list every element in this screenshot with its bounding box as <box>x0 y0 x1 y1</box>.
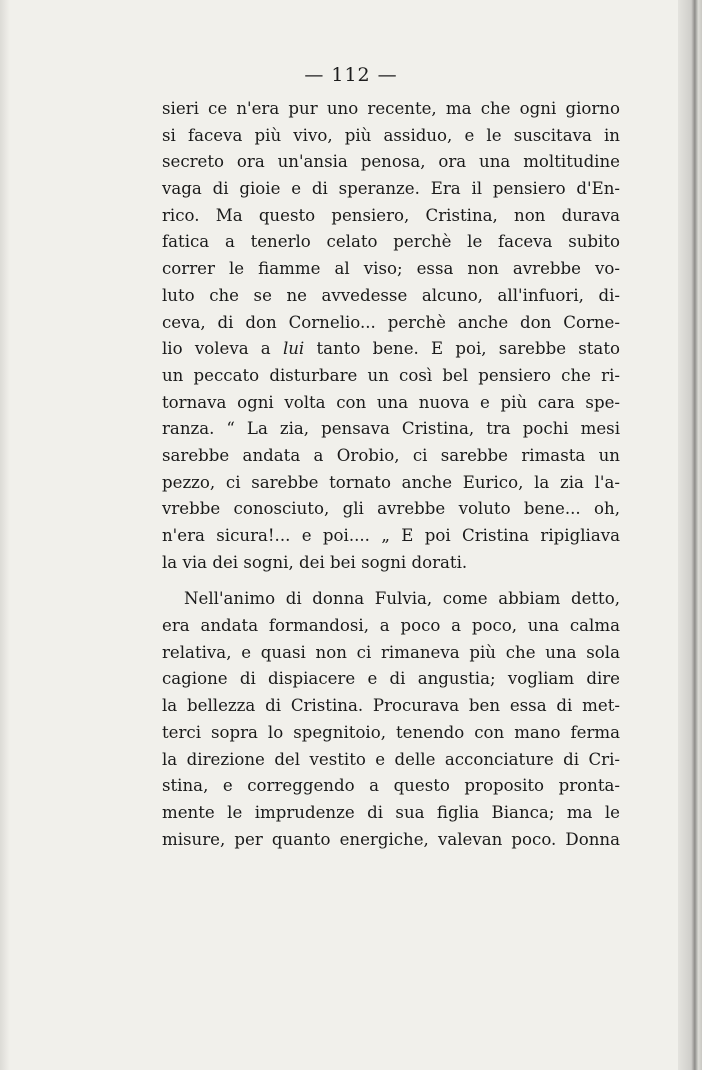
text-line: vaga di gioie e di speranze. Era il pensiero d'En- <box>162 179 620 199</box>
text-line: secreto ora un'ansia penosa, ora una moltitudine <box>162 152 620 172</box>
text-line: misure, per quanto energiche, valevan poco. Donna <box>162 829 620 849</box>
text-line: correr le fiamme al viso; essa non avrebbe vo- <box>162 259 620 279</box>
text-segment: lio voleva a <box>162 339 283 359</box>
text-line: Nell'animo di donna Fulvia, come abbiam detto, <box>184 589 620 609</box>
text-line: fatica a tenerlo celato perchè le faceva subito <box>162 232 620 252</box>
text-line: mente le imprudenze di sua figlia Bianca; ma le <box>162 802 620 822</box>
text-line: si faceva più vivo, più assiduo, e le suscitava in <box>162 125 620 145</box>
text-line: era andata formandosi, a poco a poco, una calma <box>162 616 620 636</box>
text-line: sieri ce n'era pur uno recente, ma che ogni giorno <box>162 99 620 118</box>
text-line: la via dei sogni, dei bei sogni dorati. <box>162 552 468 572</box>
text-line: terci sopra lo spegnitoio, tenendo con mano ferma <box>162 722 620 742</box>
text-line: vrebbe conosciuto, gli avrebbe voluto bene... oh, <box>162 499 620 519</box>
text-line: ranza. “ La zia, pensava Cristina, tra pochi mesi <box>162 419 620 439</box>
text-line: tornava ogni volta con una nuova e più cara spe- <box>162 392 620 412</box>
italic-word: lui <box>282 339 305 359</box>
text-line-with-italic <box>162 336 620 363</box>
text-line: ceva, di don Cornelio... perchè anche don Corne- <box>162 312 620 332</box>
text-line: la bellezza di Cristina. Procurava ben essa di met- <box>162 696 620 716</box>
page-number-header: — 112 — <box>304 64 398 86</box>
page-binding-edge <box>678 0 702 1070</box>
text-line: luto che se ne avvedesse alcuno, all'infuori, di- <box>162 285 620 305</box>
text-line: pezzo, ci sarebbe tornato anche Eurico, la zia l'a- <box>162 472 620 492</box>
text-line: cagione di dispiacere e di angustia; vogliam dire <box>162 669 620 689</box>
text-line: la direzione del vestito e delle acconciature di Cri- <box>162 749 620 769</box>
text-line: sarebbe andata a Orobio, ci sarebbe rimasta un <box>162 445 620 465</box>
page-left-edge <box>0 0 10 1070</box>
paragraph-gap <box>162 576 620 586</box>
text-line: relativa, e quasi non ci rimaneva più che una sola <box>162 642 620 662</box>
text-line: stina, e correggendo a questo proposito pronta- <box>162 776 620 796</box>
text-line: rico. Ma questo pensiero, Cristina, non durava <box>162 205 620 225</box>
text-line: n'era sicura!... e poi.... „ E poi Cristina ripigliava <box>162 526 620 545</box>
text-line: un peccato disturbare un così bel pensiero che ri- <box>162 365 620 385</box>
body-text <box>162 96 620 853</box>
text-segment: tanto bene. E poi, sarebbe stato <box>304 339 620 359</box>
